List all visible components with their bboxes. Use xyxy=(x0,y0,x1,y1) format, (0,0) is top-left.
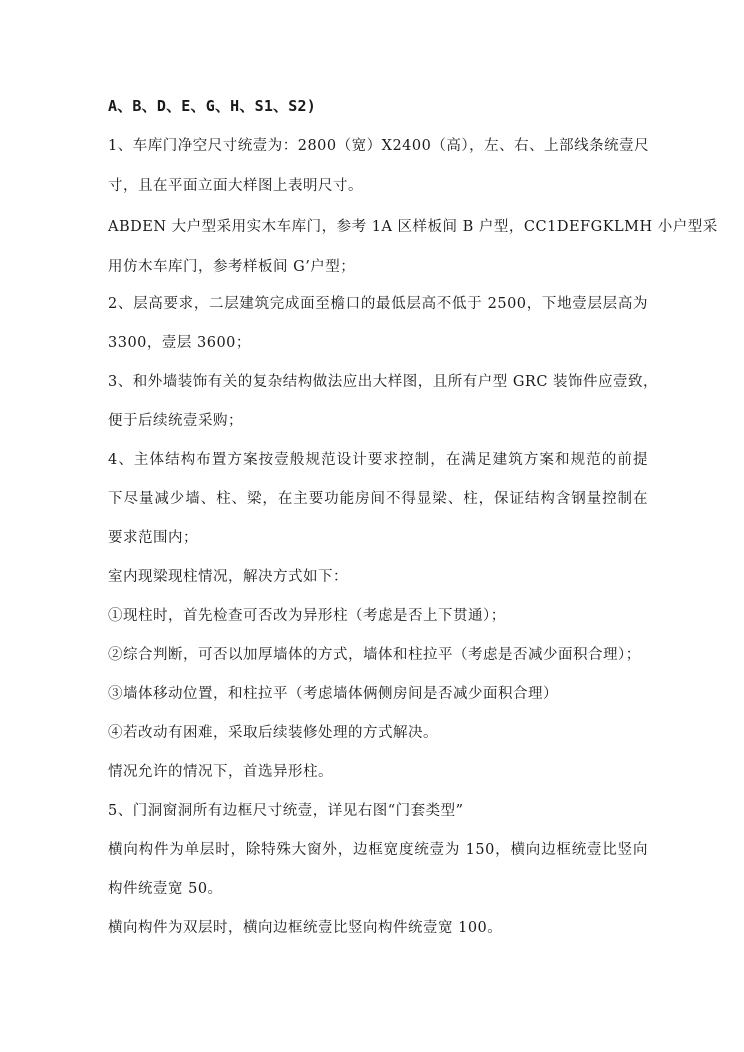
paragraph-line: 5、门洞窗洞所有边框尺寸统壹，详见右图“门套类型” xyxy=(108,803,464,819)
paragraph-line: 3、和外墙装饰有关的复杂结构做法应出大样图，且所有户型 GRC 装饰件应壹致， xyxy=(108,374,659,390)
paragraph-line: 2、层高要求，二层建筑完成面至檐口的最低层高不低于 2500，下地壹层层高为 xyxy=(108,296,648,312)
paragraph-line: 4、主体结构布置方案按壹般规范设计要求控制，在满足建筑方案和规范的前提 xyxy=(108,452,648,468)
list-item: ①现柱时，首先检查可否改为异形柱（考虑是否上下贯通）； xyxy=(108,608,506,624)
paragraph-line: 要求范围内； xyxy=(108,530,198,546)
paragraph-line: 便于后续统壹采购； xyxy=(108,413,243,429)
list-item: ②综合判断，可否以加厚墙体的方式，墙体和柱拉平（考虑是否减少面积合理）； xyxy=(108,647,641,663)
paragraph-line: 下尽量减少墙、柱、梁，在主要功能房间不得显梁、柱，保证结构含钢量控制在 xyxy=(108,491,648,507)
paragraph-line: 构件统壹宽 50。 xyxy=(108,881,223,897)
list-item: ③墙体移动位置，和柱拉平（考虑墙体俩侧房间是否减少面积合理） xyxy=(108,686,558,702)
paragraph-line: 寸，且在平面立面大样图上表明尺寸。 xyxy=(108,178,363,194)
paragraph-line: 3300，壹层 3600； xyxy=(108,335,251,351)
paragraph-line: 情况允许的情况下，首选异形柱。 xyxy=(108,764,333,780)
paragraph-line: 横向构件为单层时，除特殊大窗外，边框宽度统壹为 150，横向边框统壹比竖向 xyxy=(108,842,648,858)
paragraph-line: 用仿木车库门，参考样板间 G’户型； xyxy=(108,259,356,275)
paragraph-line: 1、车库门净空尺寸统壹为：2800（宽）X2400（高），左、右、上部线条统壹尺 xyxy=(108,138,650,154)
paragraph-line: 室内现梁现柱情况，解决方式如下： xyxy=(108,569,348,585)
paragraph-line: ABDEN 大户型采用实木车库门，参考 1A 区样板间 B 户型，CC1DEFGKLMH 小户型采 xyxy=(108,219,718,235)
list-item: ④若改动有困难，采取后续装修处理的方式解决。 xyxy=(108,725,438,741)
paragraph-line: 横向构件为双层时，横向边框统壹比竖向构件统壹宽 100。 xyxy=(108,920,503,936)
section-heading: A、B、D、E、G、H、S1、S2) xyxy=(108,97,316,115)
